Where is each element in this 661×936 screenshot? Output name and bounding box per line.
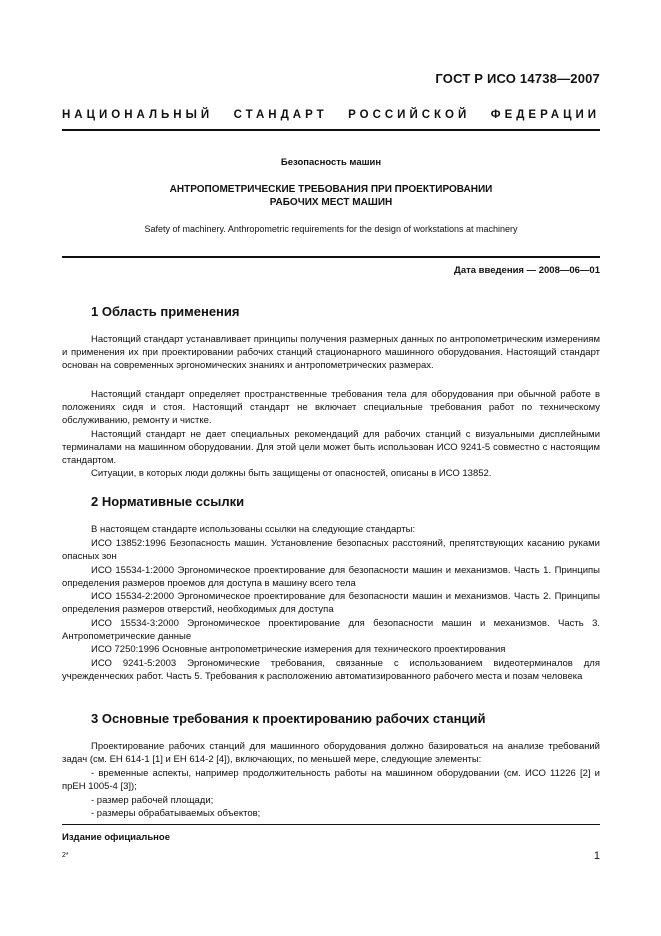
page-number: 1 <box>593 850 600 862</box>
requirement-item: - размер рабочей площади; <box>91 795 214 806</box>
section-1-paragraph: Настоящий стандарт не дает специальных рекомендаций для рабочих станций с визуальными дисплейными терминалами на машинном оборудовании. Для этой цели может быть использован ИСО 9241-5 совместно с настоящим стандартом. <box>62 429 600 466</box>
reference-item: ИСО 7250:1996 Основные антропометрические измерения для технического проектирования <box>91 644 506 655</box>
document-title <box>62 183 600 209</box>
section-1-paragraph: Настоящий стандарт определяет пространственные требования тела для оборудования при обычной работе в положениях сидя и стоя. Настоящий стандарт не включает специальные требования работ по техническому обслуживанию, ремонту и чистке. <box>62 389 600 426</box>
title-line-1: АНТРОПОМЕТРИЧЕСКИЕ ТРЕБОВАНИЯ ПРИ ПРОЕКТИРОВАНИИ <box>169 184 493 195</box>
section-2-intro: В настоящем стандарте использованы ссылки на следующие стандарты: <box>91 524 416 535</box>
document-code: ГОСТ Р ИСО 14738—2007 <box>435 71 600 86</box>
section-1-heading: 1 Область применения <box>91 304 240 319</box>
reference-item: ИСО 15534-1:2000 Эргономическое проектирование для безопасности машин и механизмов. Часть 1. Принципы определения размеров проемов для доступа в машину всего тела <box>62 565 600 589</box>
national-standard-banner: НАЦИОНАЛЬНЫЙ СТАНДАРТ РОССИЙСКОЙ ФЕДЕРАЦИИ <box>62 109 600 121</box>
reference-item: ИСО 15534-3:2000 Эргономическое проектирование для безопасности машин и механизмов. Часть 3. Антропометрические данные <box>62 618 600 642</box>
title-line-2: РАБОЧИХ МЕСТ МАШИН <box>269 197 393 208</box>
reference-item: ИСО 13852:1996 Безопасность машин. Установление безопасных расстояний, препятствующих касанию руками опасных зон <box>62 538 600 562</box>
section-2-heading: 2 Нормативные ссылки <box>91 494 245 509</box>
reference-item: ИСО 9241-5:2003 Эргономические требования, связанные с использованием видеотерминалов для учрежденческих работ. Часть 5. Требования к расположению автоматизированного рабочего места и позам человека <box>62 658 600 682</box>
english-title: Safety of machinery. Anthropometric requirements for the design of workstations at machinery <box>144 224 518 234</box>
requirement-item: - временные аспекты, например продолжительность работы на машинном оборудовании (см. ИСО 11226 [2] и прЕН 1005-4 [3]); <box>62 768 600 792</box>
section-3-paragraph: Проектирование рабочих станций для машинного оборудования должно базироваться на анализе требований задач (см. ЕН 614-1 [1] и ЕН 614-2 [4]), включающих, по меньшей мере, следующие элементы: <box>62 741 600 765</box>
section-3-heading: 3 Основные требования к проектированию рабочих станций <box>91 711 486 726</box>
sheet-mark: 2* <box>62 852 69 859</box>
official-edition-label: Издание официальное <box>62 832 170 843</box>
series-title: Безопасность машин <box>280 157 382 168</box>
title-rule <box>62 256 600 258</box>
footer-rule <box>62 824 600 825</box>
section-1-paragraph: Ситуации, в которых люди должны быть защищены от опасностей, описаны в ИСО 13852. <box>91 468 492 479</box>
section-1-paragraph: Настоящий стандарт устанавливает принципы получения размерных данных по антропометрическим измерениям и применения их при проектировании рабочих станций стационарного машинного оборудования. Настоящий стандарт основан на современных эргономических знаниях и антропометрических размерах. <box>62 334 600 371</box>
introduction-date: Дата введения — 2008—06—01 <box>454 265 600 276</box>
header-rule <box>62 129 600 131</box>
reference-item: ИСО 15534-2:2000 Эргономическое проектирование для безопасности машин и механизмов. Часть 2. Принципы определения размеров отверстий, необходимых для доступа <box>62 591 600 615</box>
requirement-item: - размеры обрабатываемых объектов; <box>91 808 261 819</box>
